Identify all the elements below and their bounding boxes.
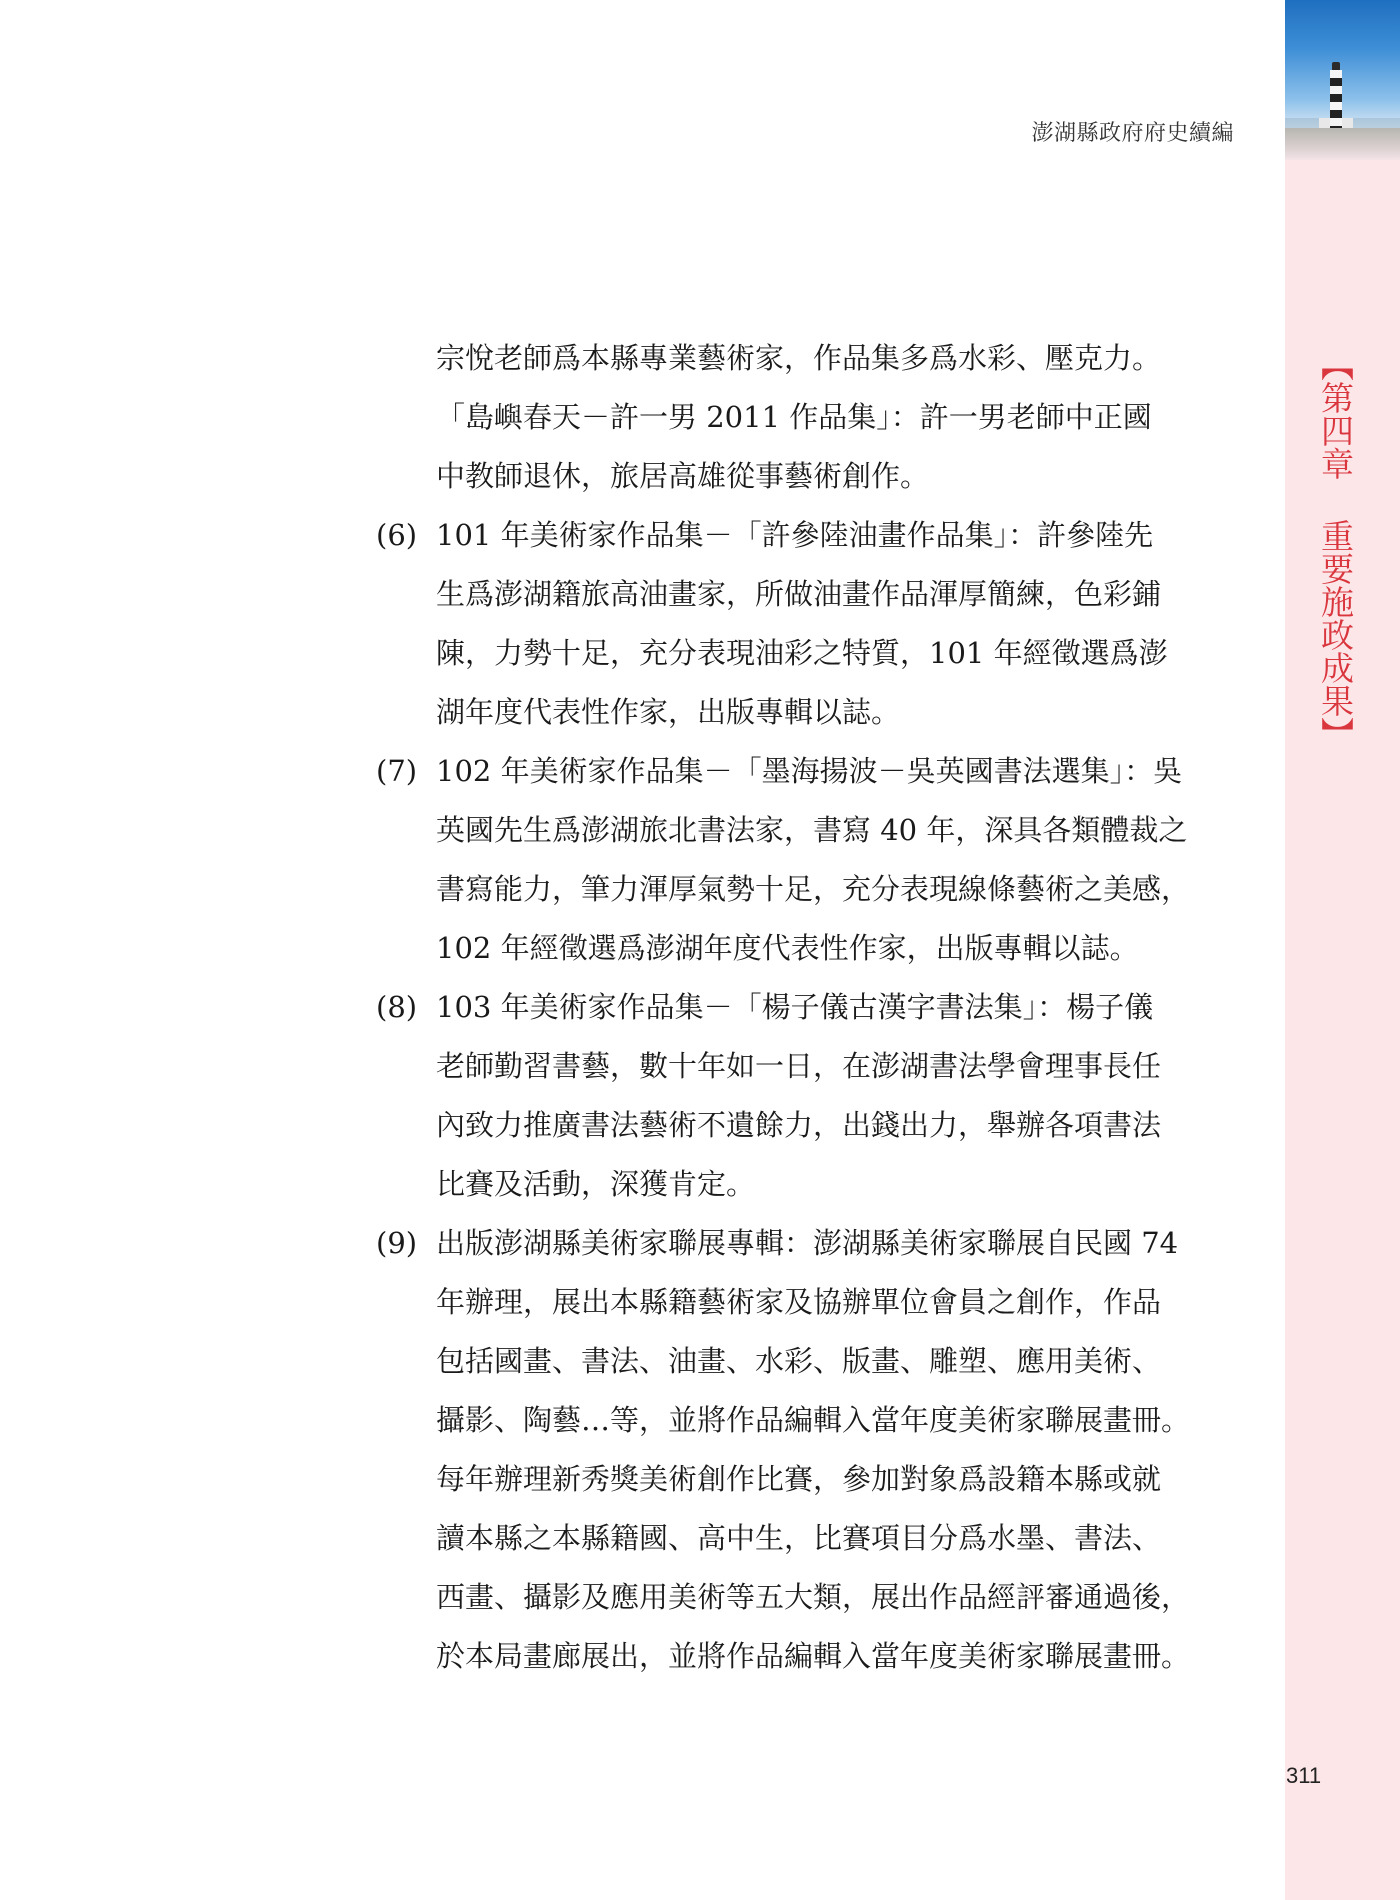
text-line <box>376 1627 1246 1686</box>
text-line <box>376 447 1246 506</box>
line-text: 出版澎湖縣美術家聯展專輯：澎湖縣美術家聯展自民國 74 <box>436 1226 1179 1260</box>
line-text: 101 年美術家作品集－「許參陸油畫作品集」：許參陸先 <box>436 518 1154 552</box>
line-text: 中教師退休，旅居高雄從事藝術創作。 <box>436 459 930 493</box>
text-line <box>376 506 1246 565</box>
line-text: 讀本縣之本縣籍國、高中生，比賽項目分爲水墨、書法、 <box>436 1521 1162 1555</box>
chapter-tab <box>1311 348 1359 750</box>
line-text: 包括國畫、書法、油畫、水彩、版畫、雕塑、應用美術、 <box>436 1344 1162 1378</box>
line-text: 生爲澎湖籍旅高油畫家，所做油畫作品渾厚簡練，色彩鋪 <box>436 577 1162 611</box>
text-line <box>376 1096 1246 1155</box>
line-text: 年辦理，展出本縣籍藝術家及協辦單位會員之創作，作品 <box>436 1285 1162 1319</box>
list-marker: (6) <box>376 518 418 552</box>
page-number: 311 <box>1286 1763 1322 1788</box>
line-text: 老師勤習書藝，數十年如一日，在澎湖書法學會理事長任 <box>436 1049 1162 1083</box>
text-line <box>376 565 1246 624</box>
text-line <box>376 1509 1246 1568</box>
running-title: 澎湖縣政府府史續編 <box>1031 121 1234 146</box>
text-line <box>376 1332 1246 1391</box>
text-line <box>376 1214 1246 1273</box>
line-text: 102 年經徵選爲澎湖年度代表性作家，出版專輯以誌。 <box>436 931 1139 965</box>
line-text: 比賽及活動，深獲肯定。 <box>436 1167 756 1201</box>
line-text: 於本局畫廊展出，並將作品編輯入當年度美術家聯展畫冊。 <box>436 1639 1191 1673</box>
line-text: 湖年度代表性作家，出版專輯以誌。 <box>436 695 901 729</box>
list-marker: (8) <box>376 990 418 1024</box>
text-line <box>376 742 1246 801</box>
side-band <box>1285 0 1400 1900</box>
line-text: 每年辦理新秀獎美術創作比賽，參加對象爲設籍本縣或就 <box>436 1462 1162 1496</box>
text-line <box>376 801 1246 860</box>
lighthouse-photo <box>1285 0 1400 160</box>
text-line <box>376 1273 1246 1332</box>
text-line <box>376 1391 1246 1450</box>
line-text: 書寫能力，筆力渾厚氣勢十足，充分表現線條藝術之美感， <box>436 872 1191 906</box>
text-line <box>376 388 1246 447</box>
text-line <box>376 1568 1246 1627</box>
text-line <box>376 978 1246 1037</box>
chapter-label: 【第四章 重要施政成果】 <box>1316 348 1355 750</box>
text-line <box>376 1450 1246 1509</box>
body-text <box>376 329 1246 1686</box>
text-line <box>376 683 1246 742</box>
line-text: 103 年美術家作品集－「楊子儀古漢字書法集」：楊子儀 <box>436 990 1154 1024</box>
line-text: 英國先生爲澎湖旅北書法家，書寫 40 年，深具各類體裁之 <box>436 813 1188 847</box>
lighthouse-icon <box>1329 62 1343 128</box>
line-text: 宗悅老師爲本縣專業藝術家，作品集多爲水彩、壓克力。 <box>436 341 1162 375</box>
land-strip <box>1285 128 1400 160</box>
line-text: 攝影、陶藝…等，並將作品編輯入當年度美術家聯展畫冊。 <box>436 1403 1191 1437</box>
text-line <box>376 1155 1246 1214</box>
line-text: 內致力推廣書法藝術不遺餘力，出錢出力，舉辦各項書法 <box>436 1108 1162 1142</box>
text-line <box>376 860 1246 919</box>
line-text: 「島嶼春天－許一男 2011 作品集」：許一男老師中正國 <box>436 400 1152 434</box>
line-text: 西畫、攝影及應用美術等五大類，展出作品經評審通過後， <box>436 1580 1191 1614</box>
line-text: 102 年美術家作品集－「墨海揚波－吳英國書法選集」：吳 <box>436 754 1183 788</box>
text-line <box>376 919 1246 978</box>
text-line <box>376 329 1246 388</box>
line-text: 陳，力勢十足，充分表現油彩之特質，101 年經徵選爲澎 <box>436 636 1168 670</box>
list-marker: (7) <box>376 754 418 788</box>
list-marker: (9) <box>376 1226 418 1260</box>
text-line <box>376 1037 1246 1096</box>
text-line <box>376 624 1246 683</box>
